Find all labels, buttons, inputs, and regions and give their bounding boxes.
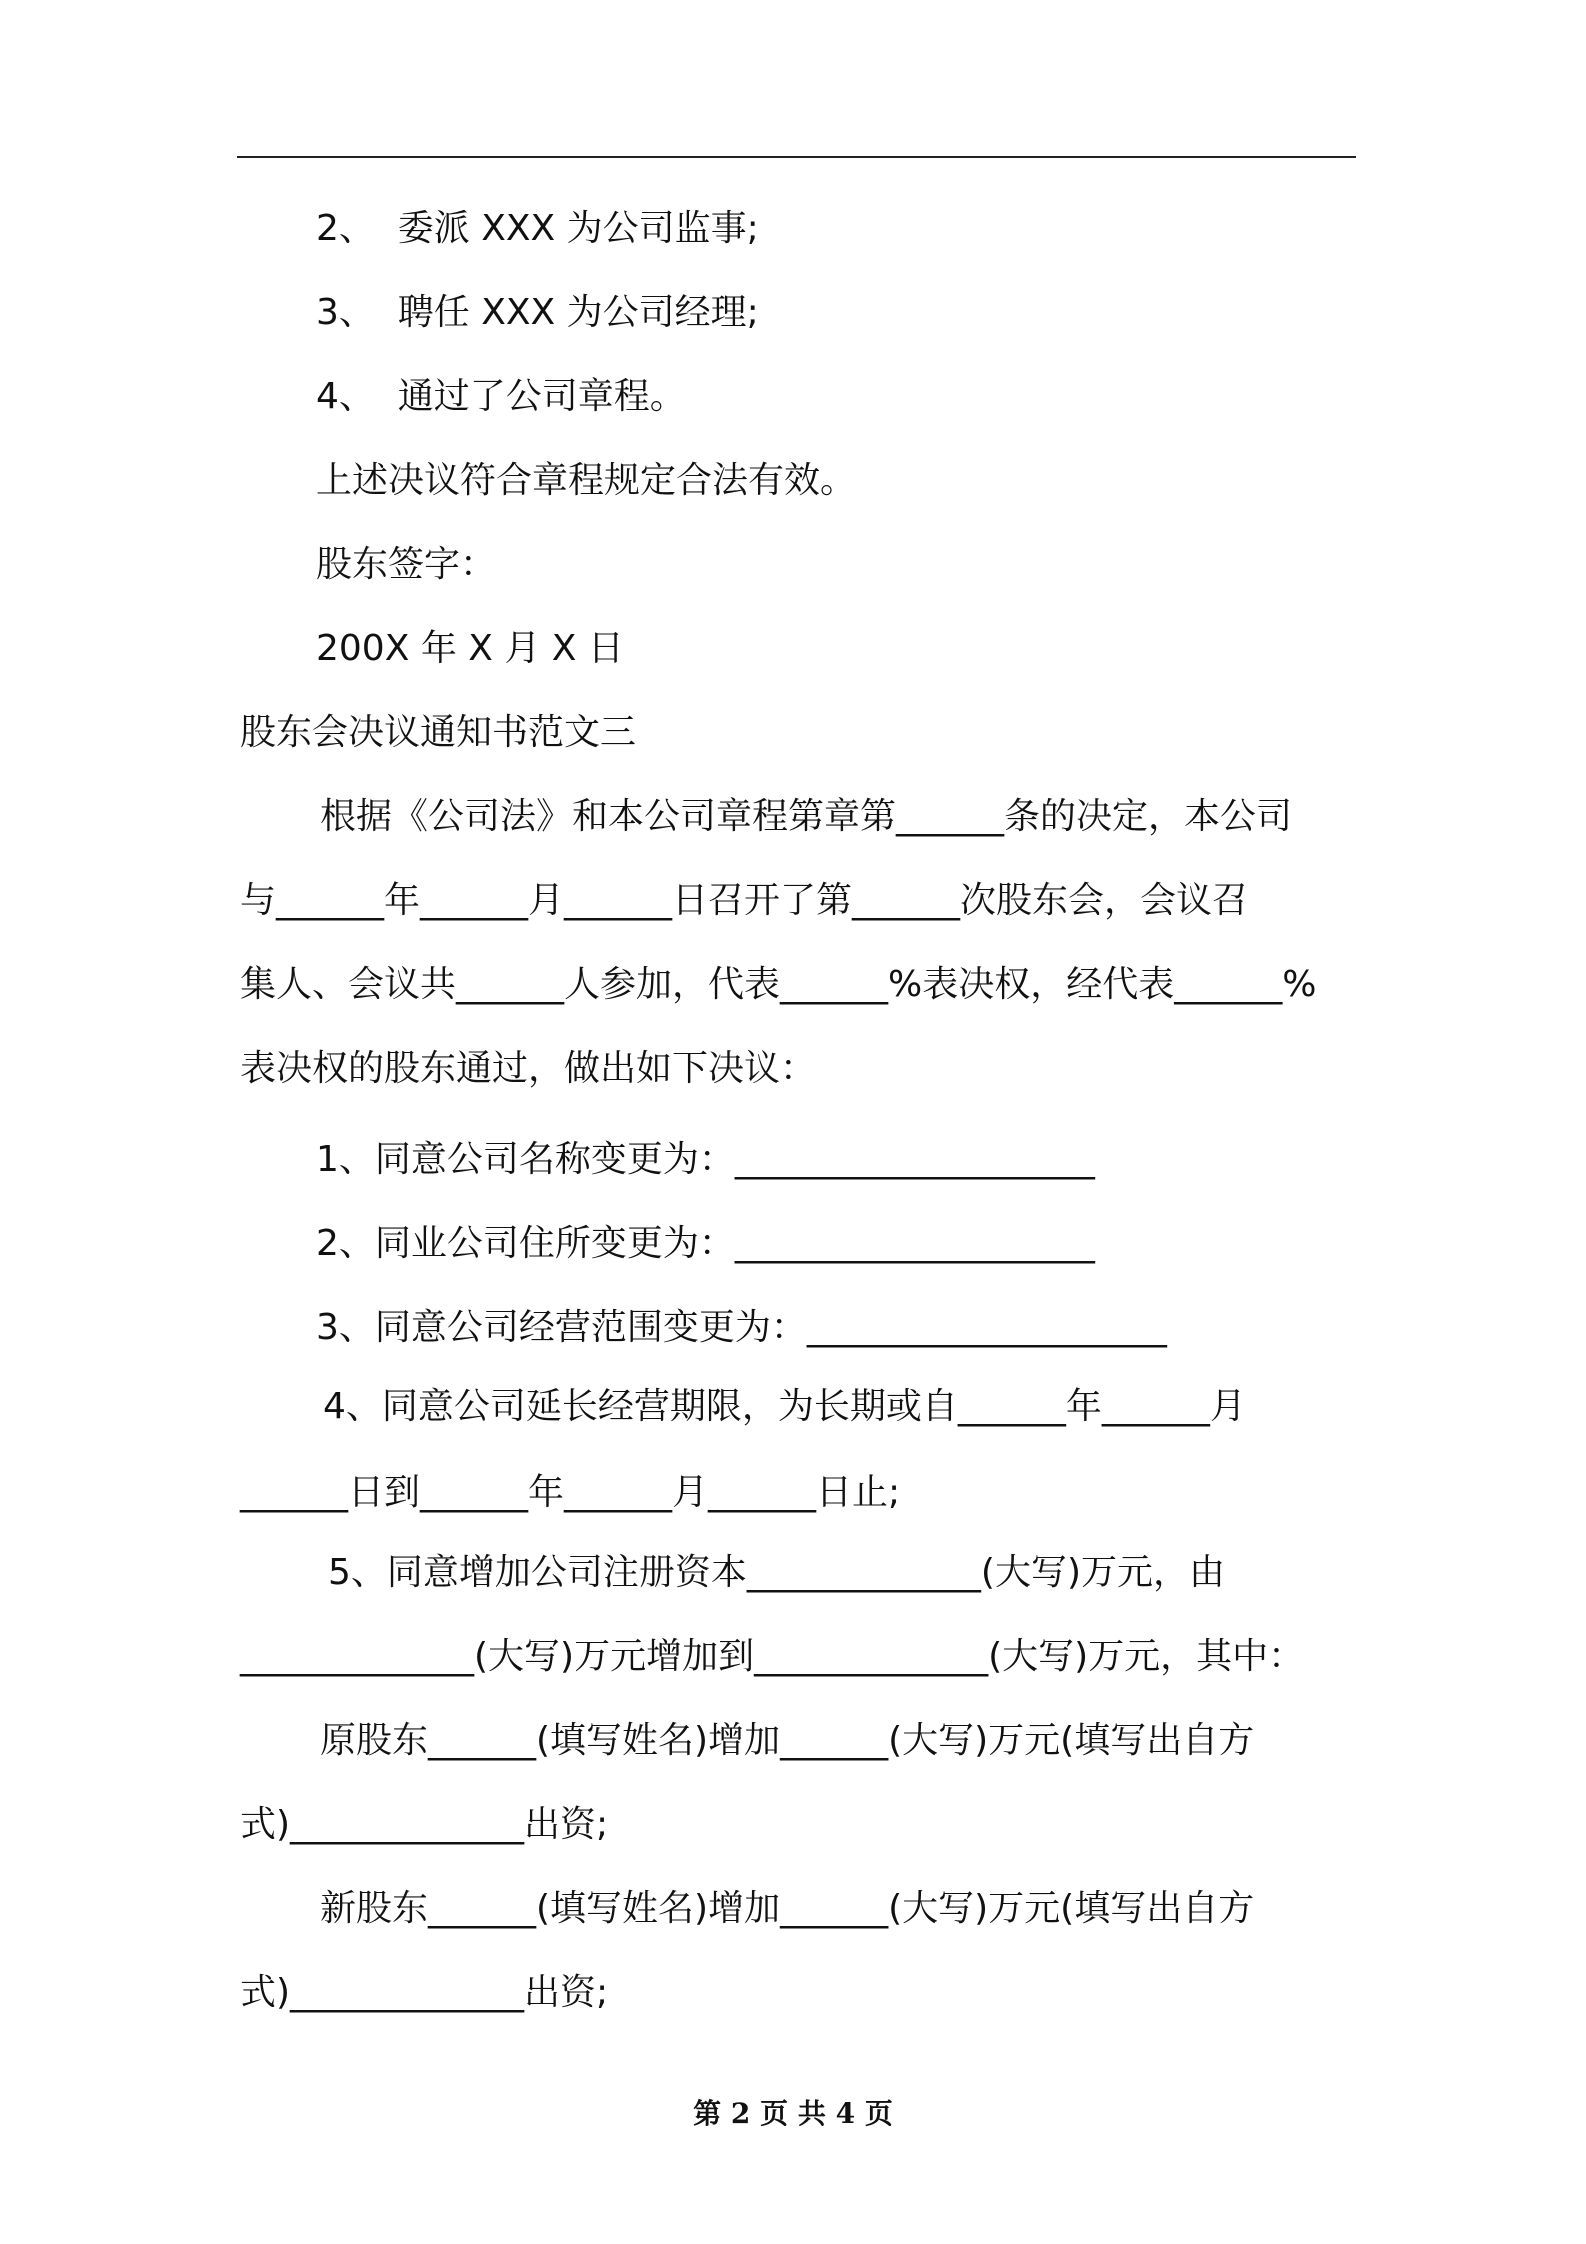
page-number: 第 2 页 共 4 页: [693, 2097, 893, 2130]
resolution-item-capital-cont: _____________(大写)万元增加到_____________(大写)万元，其中：: [240, 1636, 1305, 1677]
paragraph-line: 集人、会议共______人参加，代表______%表决权，经代表______%: [240, 964, 1317, 1005]
existing-shareholder-line: 原股东______(填写姓名)增加______(大写)万元(填写出自方: [320, 1720, 1255, 1761]
validity-statement: 上述决议符合章程规定合法有效。: [316, 460, 857, 501]
section-heading: 股东会决议通知书范文三: [240, 712, 637, 753]
resolution-item-term-cont: ______日到______年______月______日止;: [240, 1472, 901, 1513]
header-rule: [237, 156, 1356, 158]
resolution-item-scope: 3、同意公司经营范围变更为：____________________: [316, 1307, 1167, 1348]
date-line: 200X 年 X 月 X 日: [316, 628, 624, 669]
shareholder-signature-label: 股东签字：: [316, 544, 497, 585]
resolution-item-3: 3、 聘任 XXX 为公司经理;: [316, 292, 759, 333]
new-shareholder-line-cont: 式)_____________出资;: [240, 1972, 609, 2013]
resolution-item-4: 4、 通过了公司章程。: [316, 376, 686, 417]
paragraph-line: 表决权的股东通过，做出如下决议：: [240, 1048, 817, 1089]
resolution-item-2: 2、 委派 XXX 为公司监事;: [316, 208, 759, 249]
paragraph-line: 根据《公司法》和本公司章程第章第______条的决定，本公司: [320, 796, 1293, 837]
paragraph-line: 与______年______月______日召开了第______次股东会，会议召: [240, 880, 1249, 921]
new-shareholder-line: 新股东______(填写姓名)增加______(大写)万元(填写出自方: [320, 1888, 1255, 1929]
resolution-item-capital: 5、同意增加公司注册资本_____________(大写)万元，由: [328, 1552, 1225, 1593]
existing-shareholder-line-cont: 式)_____________出资;: [240, 1804, 609, 1845]
resolution-item-name: 1、同意公司名称变更为：____________________: [316, 1139, 1095, 1180]
resolution-item-address: 2、同业公司住所变更为：____________________: [316, 1223, 1095, 1264]
resolution-item-term: 4、同意公司延长经营期限，为长期或自______年______月: [323, 1386, 1246, 1427]
